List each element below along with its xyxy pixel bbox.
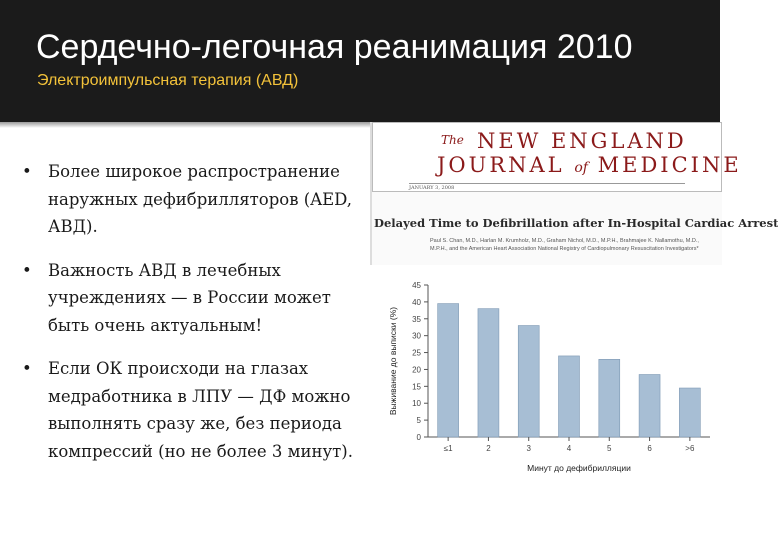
journal-name-line1: NEW ENGLAND: [477, 129, 687, 153]
bullet-text: Если ОК происходи на глазах медработника в ЛПУ — ДФ можно выполнять сразу же, без периода компрессий (но не более 3 минут).: [48, 359, 353, 461]
journal-name-medicine: MEDICINE: [597, 153, 742, 177]
y-tick-label: 10: [412, 399, 421, 409]
x-tick-label: >6: [685, 444, 695, 453]
chart-svg: [370, 265, 720, 485]
bar: [518, 326, 539, 437]
x-tick-label: ≤1: [443, 444, 453, 453]
y-tick-label: 30: [412, 331, 421, 341]
y-axis-label: Выживание до выписки (%): [388, 306, 398, 416]
slide-header: [0, 0, 720, 122]
x-tick-label: 6: [647, 444, 652, 453]
bullet-item: [20, 257, 365, 340]
bullet-text: Более широкое распространение наружных дефибрилляторов (AED, АВД).: [48, 162, 353, 236]
y-tick-label: 40: [412, 297, 421, 307]
article-authors: Paul S. Chan, M.D., Harlan M. Krumholz, M.D., Graham Nichol, M.D., M.P.H., Brahmajee K. Nallamothu, M.D., M.P.H., and the American Heart Association National Registry of Cardiopulmonary Resuscitation Investigators*: [430, 238, 699, 252]
x-tick-label: 4: [566, 444, 572, 453]
x-tick-label: 2: [486, 444, 491, 453]
journal-name-of: of: [574, 160, 588, 176]
bullet-dot: •: [22, 162, 32, 181]
bullet-dot: •: [22, 359, 32, 378]
x-tick-label: 5: [607, 444, 612, 453]
bar: [438, 304, 459, 437]
bar: [599, 359, 620, 437]
journal-name-line2: [437, 153, 742, 177]
y-tick-label: 35: [412, 314, 421, 324]
article-title: Delayed Time to Defibrillation after In-Hospital Cardiac Arrest: [374, 216, 778, 230]
bar: [559, 356, 580, 437]
journal-masthead: [372, 122, 742, 192]
bullet-list: [20, 158, 365, 481]
journal-date: JANUARY 3, 2008: [409, 185, 455, 191]
journal-clipping: [370, 122, 778, 265]
survival-chart: [370, 265, 720, 485]
y-tick-label: 5: [416, 416, 421, 426]
journal-the: The: [441, 133, 464, 147]
y-tick-label: 20: [412, 365, 421, 375]
journal-dateline: [409, 183, 685, 191]
bullet-item: [20, 158, 365, 241]
bar: [679, 388, 700, 437]
slide-subtitle: Электроимпульсная терапия (АВД): [37, 72, 299, 89]
slide-title: Сердечно-легочная реанимация 2010: [36, 28, 633, 66]
bar: [478, 309, 499, 437]
bar: [639, 375, 660, 437]
y-tick-label: 15: [412, 382, 421, 392]
bullet-text: Важность АВД в лечебных учреждениях — в России может быть очень актуальным!: [48, 260, 331, 335]
x-tick-label: 3: [526, 444, 531, 453]
y-tick-label: 0: [416, 433, 421, 442]
y-tick-label: 25: [412, 348, 421, 358]
y-tick-label: 45: [412, 281, 421, 290]
x-axis-label: Минут до дефибрилляции: [527, 463, 631, 473]
bullet-dot: •: [22, 260, 32, 280]
journal-name-journal: JOURNAL: [437, 153, 565, 177]
bullet-item: [20, 355, 365, 465]
